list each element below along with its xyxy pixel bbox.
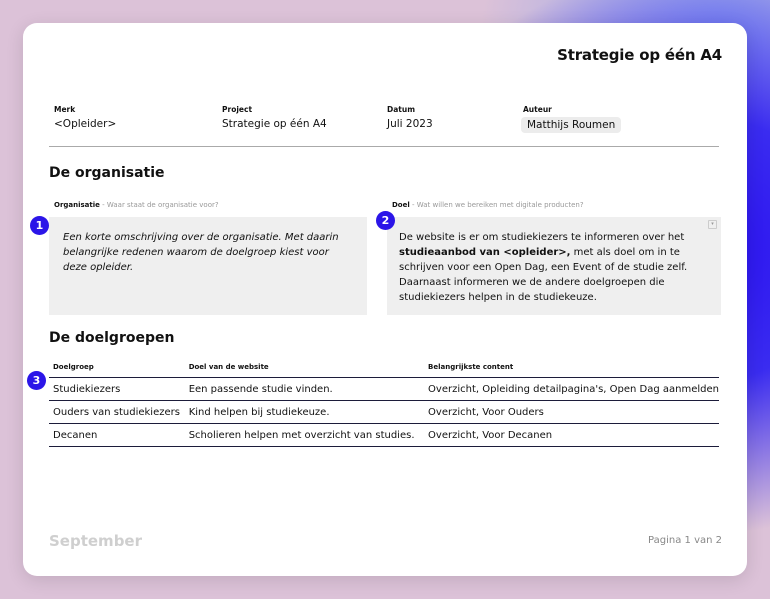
field-separator: - <box>99 201 107 209</box>
organisatie-field-label <box>54 201 219 209</box>
meta-datum <box>387 105 433 130</box>
section-heading-organisatie: De organisatie <box>49 165 165 181</box>
meta-merk <box>54 105 116 130</box>
doel-text-bold: studieaanbod van <opleider>, <box>399 247 571 258</box>
doel-field-label <box>392 201 584 209</box>
table-cell: Ouders van studiekiezers <box>49 401 185 424</box>
table-cell: Decanen <box>49 424 185 447</box>
organisatie-textbox[interactable] <box>49 217 367 315</box>
page-number: Pagina 1 van 2 <box>648 535 722 546</box>
chevron-down-icon[interactable]: ▾ <box>708 220 717 229</box>
meta-auteur <box>523 105 621 133</box>
field-hint: Waar staat de organisatie voor? <box>106 201 219 209</box>
table-cell: Overzicht, Voor Ouders <box>424 401 719 424</box>
section-heading-doelgroepen: De doelgroepen <box>49 330 175 346</box>
meta-value: Juli 2023 <box>387 118 433 130</box>
doel-textbox[interactable] <box>387 217 721 315</box>
document-title: Strategie op één A4 <box>557 46 722 64</box>
table-cell: Overzicht, Opleiding detailpagina's, Open Dag aanmelden <box>424 378 719 401</box>
meta-label: Auteur <box>523 105 552 114</box>
annotation-marker-3: 3 <box>27 371 46 390</box>
column-header: Belangrijkste content <box>424 363 719 378</box>
organisatie-text: Een korte omschrijving over de organisatie. Met daarin belangrijke redenen waarom de doelgroep kiest voor deze opleider. <box>63 232 339 273</box>
meta-project <box>222 105 327 130</box>
table-header-row <box>49 363 719 378</box>
meta-label: Datum <box>387 105 416 114</box>
document-page <box>23 23 747 576</box>
doel-text-end: met als doel om in te schrijven voor een Open Dag, een Event of de studie zelf. Daarnaast informeren we de andere doelgroepen die studiekiezers helpen in de studiekeuze. <box>399 247 688 303</box>
annotation-marker-1: 1 <box>30 216 49 235</box>
table-row <box>49 378 719 401</box>
meta-label: Project <box>222 105 253 114</box>
meta-value: Strategie op één A4 <box>222 118 327 130</box>
column-header: Doelgroep <box>49 363 185 378</box>
meta-value: <Opleider> <box>54 118 117 130</box>
table-cell: Een passende studie vinden. <box>185 378 424 401</box>
column-header: Doel van de website <box>185 363 424 378</box>
table-cell: Studiekiezers <box>49 378 185 401</box>
field-label: Doel <box>392 201 410 209</box>
table-row <box>49 401 719 424</box>
brand-logo: September <box>49 532 142 550</box>
divider <box>49 146 719 147</box>
table-row <box>49 424 719 447</box>
annotation-marker-2: 2 <box>376 211 395 230</box>
field-label: Organisatie <box>54 201 100 209</box>
table-cell: Scholieren helpen met overzicht van studies. <box>185 424 424 447</box>
table-cell: Kind helpen bij studiekeuze. <box>185 401 424 424</box>
meta-label: Merk <box>54 105 76 114</box>
author-chip[interactable]: Matthijs Roumen <box>521 117 621 133</box>
doel-text-start: De website is er om studiekiezers te informeren over het <box>399 232 685 243</box>
table-cell: Overzicht, Voor Decanen <box>424 424 719 447</box>
doelgroepen-table <box>49 363 719 447</box>
field-separator: - <box>409 201 417 209</box>
field-hint: Wat willen we bereiken met digitale producten? <box>416 201 584 209</box>
